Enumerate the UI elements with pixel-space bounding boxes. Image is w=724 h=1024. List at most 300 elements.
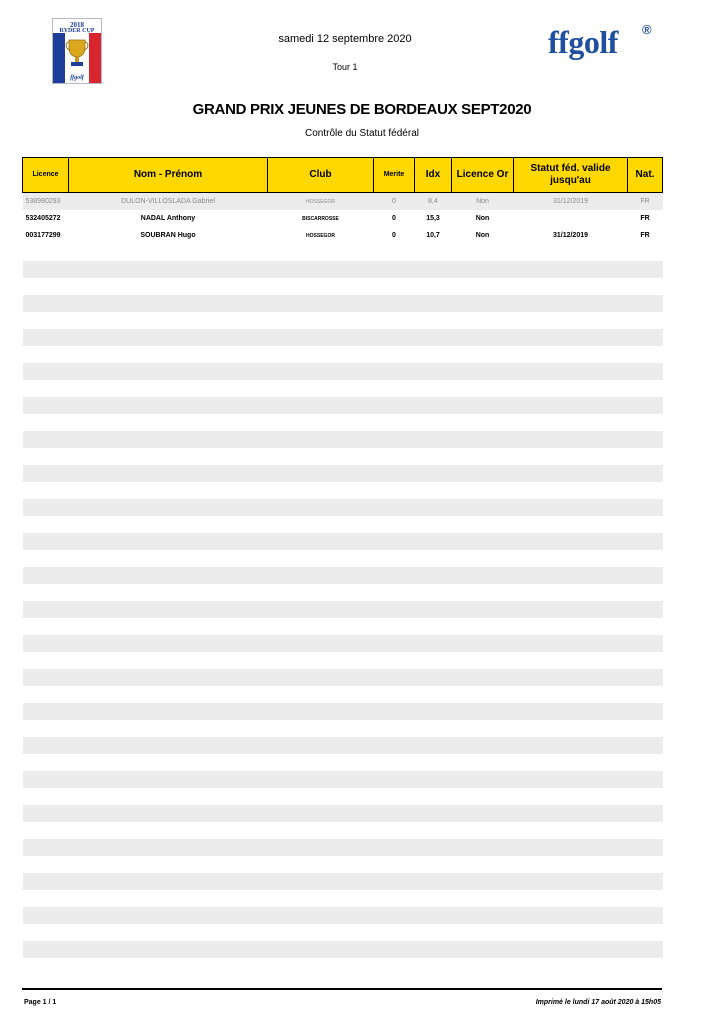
cell-nom: SOUBRAN Hugo bbox=[140, 232, 196, 239]
empty-cell bbox=[374, 703, 415, 720]
empty-cell bbox=[452, 278, 514, 295]
empty-cell bbox=[23, 788, 69, 805]
empty-cell bbox=[452, 295, 514, 312]
empty-table-row bbox=[23, 261, 663, 278]
empty-cell bbox=[514, 567, 628, 584]
empty-table-row bbox=[23, 890, 663, 907]
empty-cell bbox=[628, 669, 663, 686]
empty-cell bbox=[69, 686, 268, 703]
cell-nom: DULON-VILLOSLADA Gabriel bbox=[69, 193, 268, 211]
empty-cell bbox=[23, 941, 69, 958]
empty-cell bbox=[374, 635, 415, 652]
empty-table-row bbox=[23, 329, 663, 346]
empty-cell bbox=[69, 907, 268, 924]
empty-cell bbox=[23, 295, 69, 312]
empty-cell bbox=[415, 805, 452, 822]
empty-cell bbox=[452, 839, 514, 856]
empty-cell bbox=[23, 567, 69, 584]
empty-cell bbox=[415, 346, 452, 363]
empty-table-row bbox=[23, 363, 663, 380]
empty-cell bbox=[268, 567, 374, 584]
empty-cell bbox=[514, 278, 628, 295]
empty-cell bbox=[514, 380, 628, 397]
empty-cell bbox=[268, 329, 374, 346]
table-header-row bbox=[23, 158, 663, 193]
cell-merite: 0 bbox=[392, 215, 396, 222]
empty-cell bbox=[514, 346, 628, 363]
empty-cell bbox=[415, 720, 452, 737]
empty-cell bbox=[268, 805, 374, 822]
empty-cell bbox=[23, 516, 69, 533]
col-nat: Nat. bbox=[628, 158, 663, 193]
empty-cell bbox=[452, 754, 514, 771]
empty-cell bbox=[415, 516, 452, 533]
empty-cell bbox=[374, 261, 415, 278]
empty-cell bbox=[23, 397, 69, 414]
empty-cell bbox=[374, 652, 415, 669]
ffgolf-logo bbox=[548, 22, 652, 61]
table-body bbox=[23, 193, 663, 976]
empty-cell bbox=[69, 805, 268, 822]
ryder-logo-name: RYDER CUP bbox=[59, 28, 95, 34]
cell-statut: 31/12/2019 bbox=[552, 232, 589, 239]
empty-cell bbox=[374, 669, 415, 686]
empty-cell bbox=[268, 737, 374, 754]
empty-cell bbox=[374, 448, 415, 465]
empty-cell bbox=[628, 397, 663, 414]
empty-cell bbox=[628, 635, 663, 652]
empty-cell bbox=[452, 550, 514, 567]
empty-table-row bbox=[23, 465, 663, 482]
empty-cell bbox=[415, 737, 452, 754]
registered-icon: ® bbox=[642, 22, 652, 37]
empty-cell bbox=[23, 839, 69, 856]
empty-cell bbox=[628, 924, 663, 941]
empty-cell bbox=[268, 295, 374, 312]
empty-cell bbox=[69, 958, 268, 975]
empty-cell bbox=[23, 856, 69, 873]
status-table bbox=[22, 157, 662, 975]
empty-cell bbox=[452, 397, 514, 414]
empty-table-row bbox=[23, 414, 663, 431]
empty-cell bbox=[23, 261, 69, 278]
empty-cell bbox=[69, 754, 268, 771]
empty-cell bbox=[452, 669, 514, 686]
empty-cell bbox=[452, 380, 514, 397]
ffgolf-logo-text: ffgolf bbox=[548, 24, 618, 60]
empty-table-row bbox=[23, 635, 663, 652]
empty-table-row bbox=[23, 941, 663, 958]
empty-cell bbox=[23, 448, 69, 465]
empty-cell bbox=[23, 550, 69, 567]
page-subtitle: Contrôle du Statut fédéral bbox=[305, 128, 419, 139]
empty-cell bbox=[452, 737, 514, 754]
empty-cell bbox=[514, 550, 628, 567]
empty-cell bbox=[374, 414, 415, 431]
empty-cell bbox=[415, 635, 452, 652]
empty-cell bbox=[452, 618, 514, 635]
empty-cell bbox=[415, 601, 452, 618]
empty-cell bbox=[69, 499, 268, 516]
empty-cell bbox=[452, 567, 514, 584]
empty-table-row bbox=[23, 516, 663, 533]
empty-cell bbox=[374, 346, 415, 363]
empty-cell bbox=[415, 482, 452, 499]
empty-cell bbox=[628, 312, 663, 329]
empty-cell bbox=[415, 873, 452, 890]
empty-cell bbox=[69, 448, 268, 465]
empty-cell bbox=[23, 278, 69, 295]
empty-cell bbox=[69, 380, 268, 397]
empty-table-row bbox=[23, 771, 663, 788]
empty-cell bbox=[452, 924, 514, 941]
empty-cell bbox=[628, 737, 663, 754]
empty-cell bbox=[514, 635, 628, 652]
empty-cell bbox=[514, 312, 628, 329]
empty-cell bbox=[415, 261, 452, 278]
footer-page-number: Page 1 / 1 bbox=[24, 999, 57, 1006]
empty-cell bbox=[452, 312, 514, 329]
empty-cell bbox=[628, 720, 663, 737]
empty-cell bbox=[268, 482, 374, 499]
empty-cell bbox=[628, 822, 663, 839]
empty-cell bbox=[69, 635, 268, 652]
empty-table-row bbox=[23, 431, 663, 448]
empty-cell bbox=[452, 907, 514, 924]
empty-cell bbox=[628, 873, 663, 890]
empty-cell bbox=[374, 737, 415, 754]
empty-cell bbox=[374, 431, 415, 448]
empty-cell bbox=[374, 465, 415, 482]
empty-cell bbox=[268, 397, 374, 414]
empty-cell bbox=[23, 720, 69, 737]
empty-table-row bbox=[23, 669, 663, 686]
empty-cell bbox=[514, 958, 628, 975]
empty-cell bbox=[452, 771, 514, 788]
empty-cell bbox=[374, 873, 415, 890]
empty-cell bbox=[452, 601, 514, 618]
empty-cell bbox=[452, 363, 514, 380]
empty-cell bbox=[628, 482, 663, 499]
empty-table-row bbox=[23, 278, 663, 295]
empty-cell bbox=[23, 465, 69, 482]
empty-cell bbox=[268, 856, 374, 873]
empty-cell bbox=[628, 652, 663, 669]
empty-cell bbox=[415, 465, 452, 482]
cell-nat: FR bbox=[640, 232, 650, 239]
cell-licence-or: Non bbox=[475, 215, 490, 222]
empty-table-row bbox=[23, 788, 663, 805]
empty-cell bbox=[69, 516, 268, 533]
empty-cell bbox=[514, 771, 628, 788]
empty-cell bbox=[415, 941, 452, 958]
empty-cell bbox=[268, 499, 374, 516]
empty-cell bbox=[23, 669, 69, 686]
empty-cell bbox=[69, 839, 268, 856]
cell-licence-or: Non bbox=[475, 232, 490, 239]
empty-cell bbox=[514, 652, 628, 669]
empty-cell bbox=[514, 907, 628, 924]
empty-cell bbox=[374, 567, 415, 584]
empty-cell bbox=[23, 686, 69, 703]
empty-cell bbox=[23, 482, 69, 499]
empty-cell bbox=[69, 618, 268, 635]
empty-cell bbox=[628, 516, 663, 533]
empty-cell bbox=[374, 856, 415, 873]
empty-cell bbox=[23, 329, 69, 346]
empty-cell bbox=[514, 601, 628, 618]
empty-cell bbox=[415, 703, 452, 720]
empty-cell bbox=[452, 431, 514, 448]
empty-cell bbox=[415, 567, 452, 584]
empty-cell bbox=[374, 822, 415, 839]
empty-cell bbox=[415, 822, 452, 839]
empty-cell bbox=[23, 737, 69, 754]
col-statut: Statut féd. valide jusqu'au bbox=[514, 158, 628, 193]
col-idx: Idx bbox=[415, 158, 452, 193]
cell-merite: 0 bbox=[374, 193, 415, 211]
empty-cell bbox=[268, 703, 374, 720]
empty-cell bbox=[69, 720, 268, 737]
empty-cell bbox=[452, 856, 514, 873]
empty-cell bbox=[374, 584, 415, 601]
empty-cell bbox=[415, 907, 452, 924]
empty-cell bbox=[23, 924, 69, 941]
page-title: GRAND PRIX JEUNES DE BORDEAUX SEPT2020 bbox=[192, 101, 532, 118]
cell-licence: 003177299 bbox=[25, 232, 61, 239]
empty-table-row bbox=[23, 601, 663, 618]
empty-cell bbox=[374, 788, 415, 805]
empty-cell bbox=[268, 873, 374, 890]
empty-cell bbox=[69, 652, 268, 669]
empty-cell bbox=[268, 686, 374, 703]
empty-cell bbox=[374, 516, 415, 533]
empty-cell bbox=[452, 346, 514, 363]
empty-cell bbox=[415, 431, 452, 448]
empty-cell bbox=[514, 584, 628, 601]
empty-cell bbox=[514, 244, 628, 261]
empty-cell bbox=[415, 890, 452, 907]
empty-cell bbox=[23, 363, 69, 380]
empty-cell bbox=[268, 754, 374, 771]
empty-cell bbox=[628, 567, 663, 584]
empty-cell bbox=[23, 635, 69, 652]
empty-cell bbox=[514, 805, 628, 822]
empty-cell bbox=[23, 907, 69, 924]
empty-cell bbox=[23, 346, 69, 363]
empty-cell bbox=[415, 618, 452, 635]
empty-cell bbox=[23, 601, 69, 618]
empty-cell bbox=[69, 329, 268, 346]
empty-cell bbox=[628, 856, 663, 873]
empty-cell bbox=[268, 516, 374, 533]
empty-cell bbox=[415, 652, 452, 669]
empty-cell bbox=[374, 805, 415, 822]
col-nom-prenom: Nom - Prénom bbox=[69, 158, 268, 193]
col-club: Club bbox=[268, 158, 374, 193]
empty-cell bbox=[374, 771, 415, 788]
empty-cell bbox=[628, 601, 663, 618]
empty-cell bbox=[628, 244, 663, 261]
empty-table-row bbox=[23, 499, 663, 516]
empty-cell bbox=[69, 363, 268, 380]
empty-cell bbox=[415, 788, 452, 805]
empty-cell bbox=[23, 652, 69, 669]
empty-cell bbox=[69, 669, 268, 686]
empty-cell bbox=[69, 873, 268, 890]
empty-cell bbox=[452, 465, 514, 482]
empty-cell bbox=[514, 720, 628, 737]
empty-table-row bbox=[23, 958, 663, 975]
empty-cell bbox=[23, 244, 69, 261]
empty-table-row bbox=[23, 295, 663, 312]
empty-cell bbox=[514, 703, 628, 720]
empty-cell bbox=[23, 805, 69, 822]
empty-cell bbox=[452, 533, 514, 550]
empty-cell bbox=[452, 686, 514, 703]
empty-cell bbox=[69, 533, 268, 550]
empty-cell bbox=[514, 448, 628, 465]
empty-cell bbox=[415, 414, 452, 431]
empty-cell bbox=[514, 363, 628, 380]
empty-cell bbox=[69, 278, 268, 295]
empty-table-row bbox=[23, 924, 663, 941]
empty-cell bbox=[69, 822, 268, 839]
empty-cell bbox=[415, 295, 452, 312]
empty-cell bbox=[268, 788, 374, 805]
empty-cell bbox=[23, 312, 69, 329]
empty-cell bbox=[69, 941, 268, 958]
empty-table-row bbox=[23, 533, 663, 550]
empty-cell bbox=[628, 958, 663, 975]
cell-idx: 8,4 bbox=[415, 193, 452, 211]
empty-cell bbox=[514, 397, 628, 414]
empty-cell bbox=[23, 822, 69, 839]
empty-table-row bbox=[23, 482, 663, 499]
cell-nat: FR bbox=[640, 215, 650, 222]
empty-cell bbox=[452, 584, 514, 601]
empty-cell bbox=[374, 601, 415, 618]
cell-club: HOSSEGOR bbox=[268, 193, 374, 211]
empty-table-row bbox=[23, 244, 663, 261]
empty-cell bbox=[23, 533, 69, 550]
empty-cell bbox=[452, 873, 514, 890]
empty-table-row bbox=[23, 567, 663, 584]
empty-cell bbox=[628, 550, 663, 567]
empty-cell bbox=[374, 890, 415, 907]
ryder-cup-logo bbox=[52, 18, 102, 84]
empty-cell bbox=[452, 941, 514, 958]
empty-cell bbox=[415, 958, 452, 975]
empty-table-row bbox=[23, 822, 663, 839]
empty-cell bbox=[374, 958, 415, 975]
empty-table-row bbox=[23, 584, 663, 601]
empty-cell bbox=[268, 635, 374, 652]
empty-cell bbox=[268, 431, 374, 448]
empty-table-row bbox=[23, 397, 663, 414]
empty-cell bbox=[23, 873, 69, 890]
col-licence: Licence bbox=[23, 158, 69, 193]
empty-cell bbox=[23, 703, 69, 720]
empty-table-row bbox=[23, 907, 663, 924]
empty-cell bbox=[514, 856, 628, 873]
empty-cell bbox=[452, 958, 514, 975]
empty-cell bbox=[628, 329, 663, 346]
cell-licence: 532405272 bbox=[25, 215, 61, 222]
header-round: Tour 1 bbox=[332, 62, 358, 72]
table-row bbox=[23, 227, 663, 244]
empty-cell bbox=[69, 703, 268, 720]
empty-cell bbox=[452, 482, 514, 499]
empty-cell bbox=[452, 329, 514, 346]
empty-cell bbox=[69, 890, 268, 907]
empty-cell bbox=[628, 839, 663, 856]
empty-cell bbox=[374, 312, 415, 329]
table-row bbox=[23, 210, 663, 227]
empty-cell bbox=[415, 533, 452, 550]
empty-cell bbox=[69, 397, 268, 414]
empty-cell bbox=[628, 890, 663, 907]
empty-cell bbox=[628, 686, 663, 703]
empty-table-row bbox=[23, 312, 663, 329]
empty-cell bbox=[628, 431, 663, 448]
empty-cell bbox=[628, 465, 663, 482]
empty-cell bbox=[268, 652, 374, 669]
empty-table-row bbox=[23, 720, 663, 737]
empty-cell bbox=[628, 380, 663, 397]
empty-cell bbox=[268, 618, 374, 635]
cell-club: HOSSEGOR bbox=[306, 232, 335, 239]
empty-cell bbox=[628, 771, 663, 788]
cell-club: BISCARROSSE bbox=[302, 215, 339, 222]
empty-cell bbox=[452, 448, 514, 465]
empty-cell bbox=[69, 312, 268, 329]
empty-cell bbox=[514, 261, 628, 278]
empty-cell bbox=[69, 567, 268, 584]
cell-statut bbox=[514, 210, 628, 227]
empty-cell bbox=[452, 703, 514, 720]
empty-cell bbox=[628, 788, 663, 805]
empty-cell bbox=[23, 380, 69, 397]
empty-cell bbox=[374, 363, 415, 380]
empty-cell bbox=[69, 601, 268, 618]
empty-cell bbox=[69, 788, 268, 805]
empty-cell bbox=[514, 788, 628, 805]
footer-print-date: Imprimé le lundi 17 août 2020 à 15h05 bbox=[535, 999, 661, 1006]
empty-cell bbox=[415, 499, 452, 516]
empty-cell bbox=[452, 720, 514, 737]
empty-cell bbox=[374, 244, 415, 261]
empty-cell bbox=[69, 771, 268, 788]
empty-table-row bbox=[23, 805, 663, 822]
empty-cell bbox=[415, 754, 452, 771]
empty-cell bbox=[514, 941, 628, 958]
empty-cell bbox=[415, 584, 452, 601]
empty-cell bbox=[23, 584, 69, 601]
empty-cell bbox=[69, 414, 268, 431]
empty-cell bbox=[452, 822, 514, 839]
empty-cell bbox=[268, 771, 374, 788]
empty-cell bbox=[628, 346, 663, 363]
empty-cell bbox=[514, 873, 628, 890]
empty-cell bbox=[415, 771, 452, 788]
empty-cell bbox=[374, 924, 415, 941]
empty-cell bbox=[628, 295, 663, 312]
empty-cell bbox=[69, 346, 268, 363]
empty-cell bbox=[23, 771, 69, 788]
empty-cell bbox=[23, 499, 69, 516]
empty-table-row bbox=[23, 737, 663, 754]
